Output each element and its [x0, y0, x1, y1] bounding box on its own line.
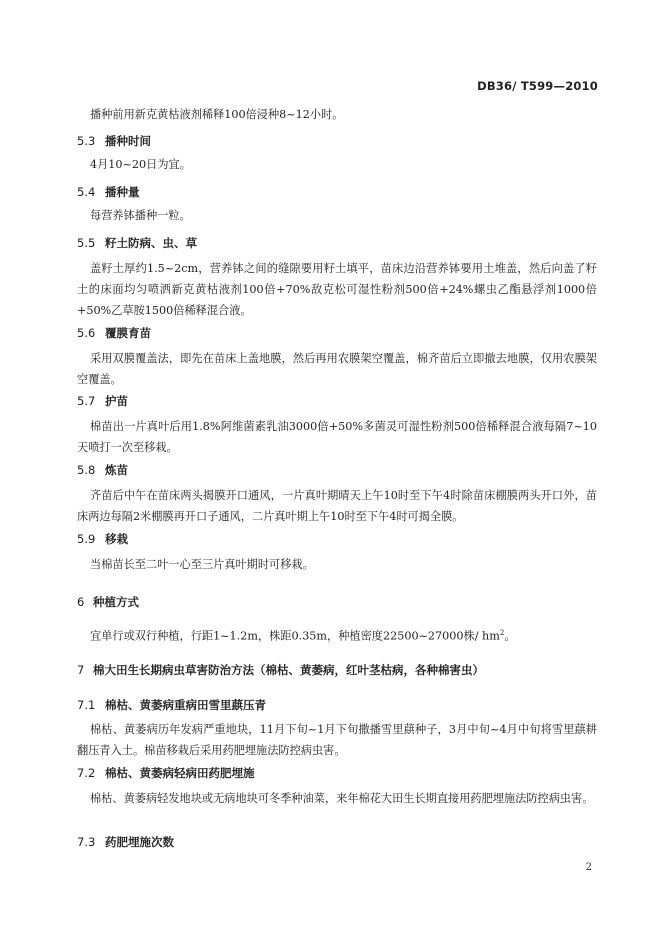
- paragraph-film-cover: 采用双膜覆盖法，即先在苗床上盖地膜，然后再用农膜架空覆盖，棉齐苗后立即撤去地膜，仅用农膜架空覆盖。: [77, 352, 597, 386]
- section-heading-7-2: [77, 765, 255, 781]
- section-title: 药肥埋施次数: [105, 835, 174, 849]
- section-number: 5.5: [77, 236, 96, 250]
- section-title: 护苗: [105, 394, 128, 408]
- planting-text: 宜单行或双行种植，行距1~1.2m，株距0.35m，种植密度22500~27000株/ hm: [90, 629, 500, 643]
- section-title: 棉大田生长期病虫草害防治方法（棉枯、黄萎病，红叶茎枯病，各种棉害虫）: [93, 663, 484, 677]
- section-title: 播种量: [105, 185, 140, 199]
- section-heading-5-8: [77, 462, 128, 478]
- document-header-id: DB36/ T599—2010: [477, 79, 598, 93]
- section-heading-5-4: [77, 184, 140, 200]
- section-number: 7.2: [77, 766, 96, 780]
- section-number: 6: [77, 595, 85, 609]
- section-heading-5-6: [77, 325, 151, 341]
- section-title: 棉枯、黄萎病轻病田药肥埋施: [105, 766, 255, 780]
- section-number: 7.1: [77, 698, 96, 712]
- section-heading-5-7: [77, 393, 128, 409]
- section-number: 5.6: [77, 326, 96, 340]
- section-title: 炼苗: [105, 463, 128, 477]
- paragraph-sowing-rate: 每营养钵播种一粒。: [90, 209, 191, 222]
- section-heading-7-3: [77, 834, 174, 850]
- section-heading-5-5: [77, 235, 197, 251]
- section-title: 棉枯、黄萎病重病田雪里蕻压青: [105, 698, 266, 712]
- paragraph-seedling-protection: 棉苗出一片真叶后用1.8%阿维菌素乳油3000倍+50%多菌灵可湿性粉剂500倍稀释混合液每隔7~10天喷打一次至移栽。: [77, 420, 597, 454]
- section-number: 5.9: [77, 532, 96, 546]
- superscript-2: 2: [499, 629, 505, 637]
- paragraph-rapeseed: 棉枯、黄萎病轻发地块或无病地块可冬季种油菜，来年棉花大田生长期直接用药肥埋施法防控病虫害。: [90, 792, 594, 805]
- paragraph-hardening: 齐苗后中午在苗床两头揭膜开口通风，一片真叶期晴天上午10时至下午4时除苗床棚膜两头开口外，苗床两边每隔2米棚膜再开口子通风，二片真叶期上午10时至下午4时可揭全膜。: [77, 489, 597, 523]
- section-number: 5.3: [77, 134, 96, 148]
- page-number: 2: [585, 862, 592, 873]
- section-title: 移栽: [105, 532, 128, 546]
- section-heading-7: [77, 662, 484, 678]
- section-title: 播种时间: [105, 134, 151, 148]
- paragraph-transplant: 当棉苗长至二叶一心至三片真叶期时可移栽。: [90, 558, 314, 571]
- section-number: 5.8: [77, 463, 96, 477]
- section-heading-5-3: [77, 133, 151, 149]
- section-title: 种植方式: [93, 595, 139, 609]
- section-heading-6: [77, 594, 139, 610]
- section-title: 籽土防病、虫、草: [105, 236, 197, 250]
- section-number: 5.4: [77, 185, 96, 199]
- section-heading-7-1: [77, 697, 266, 713]
- paragraph-seed-soak: 播种前用新克黄枯液剂稀释100倍浸种8~12小时。: [90, 108, 344, 121]
- paragraph-sowing-time: 4月10~20日为宜。: [90, 158, 191, 171]
- paragraph-planting-method: [77, 623, 597, 647]
- section-number: 7.3: [77, 835, 96, 849]
- planting-period: 。: [504, 629, 516, 643]
- paragraph-mustard-plowing: 棉枯、黄萎病历年发病严重地块，11月下旬~1月下旬撒播雪里蕻种子，3月中旬~4月中旬将雪里蕻耕翻压青入土。棉苗移栽后采用药肥埋施法防控病虫害。: [77, 723, 597, 757]
- paragraph-soil-cover: 盖籽土厚约1.5~2cm，营养钵之间的缝隙要用籽土填平，苗床边沿营养钵要用土堆盖，然后向盖了籽土的床面均匀喷洒新克黄枯液剂100倍+70%敌克松可湿性粉剂500倍+24%螺虫乙酯悬浮剂1000倍+50%乙草胺1500倍稀释混合液。: [77, 262, 597, 317]
- section-number: 7: [77, 663, 85, 677]
- section-heading-5-9: [77, 531, 128, 547]
- section-title: 覆膜育苗: [105, 326, 151, 340]
- section-number: 5.7: [77, 394, 96, 408]
